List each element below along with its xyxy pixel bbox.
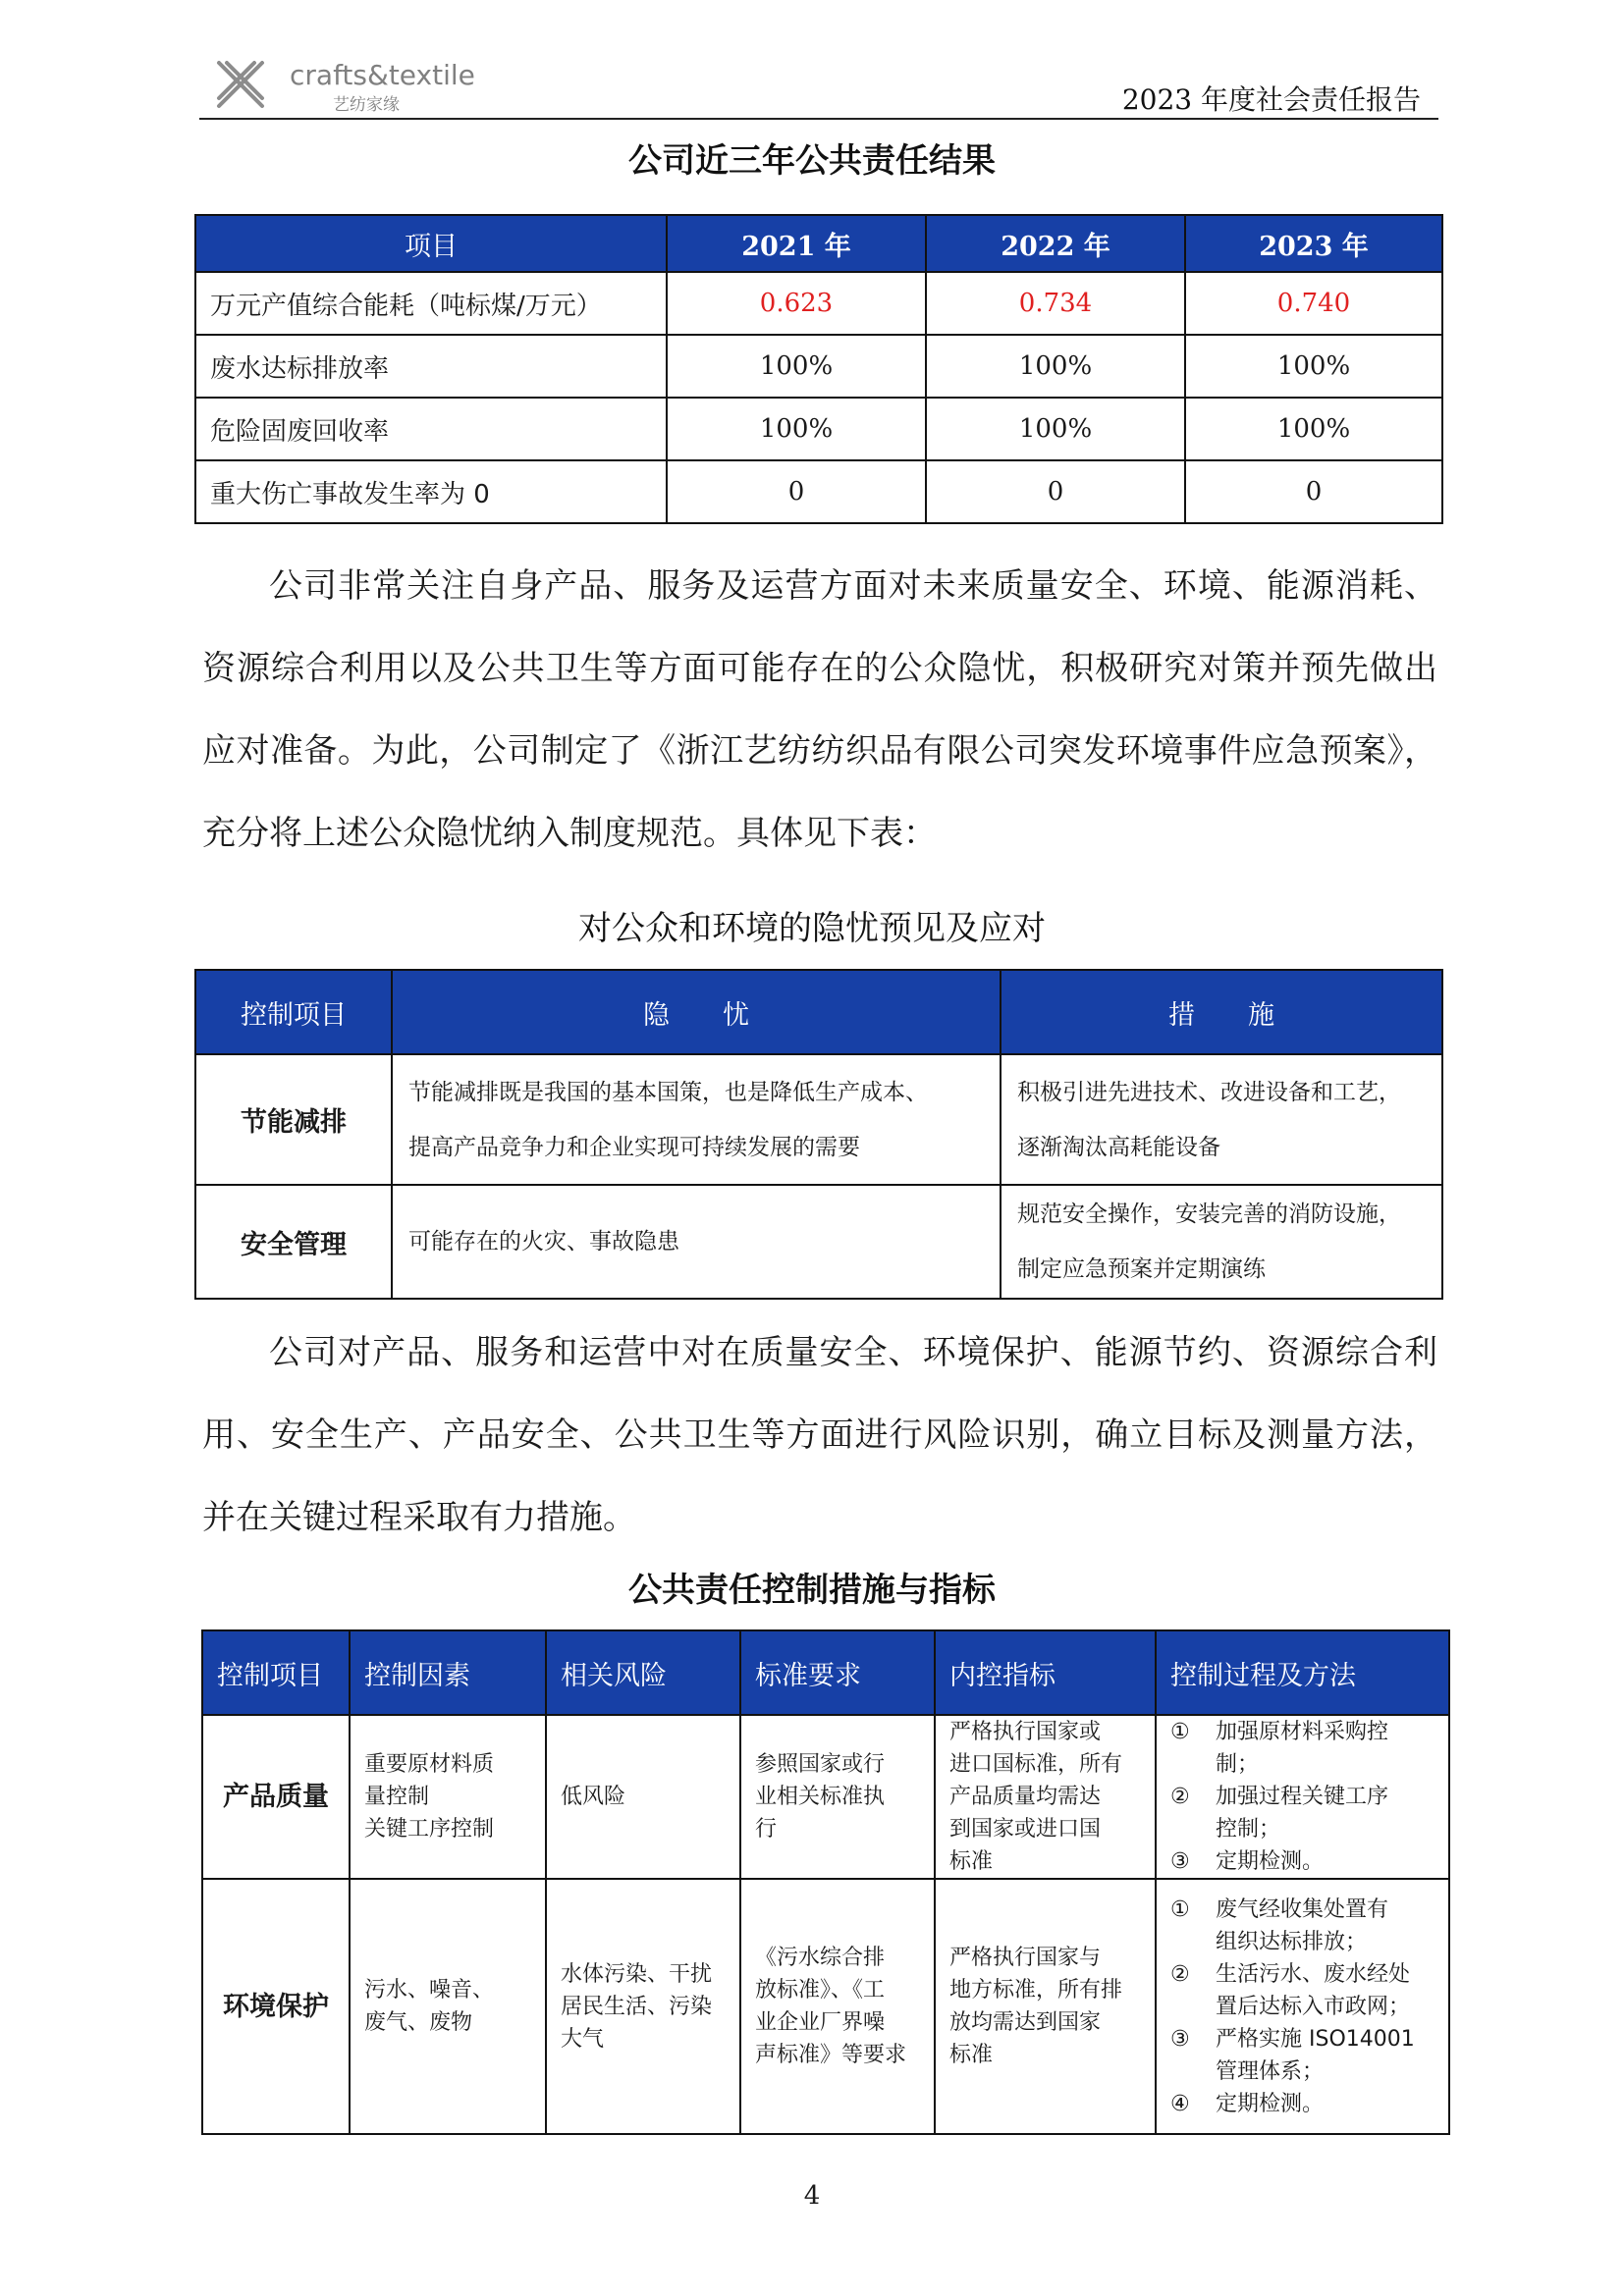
measure-line: 积极引进先进技术、改进设备和工艺， bbox=[1017, 1079, 1401, 1105]
cell-line: 严格实施 ISO14001 bbox=[1216, 2026, 1415, 2052]
column-header: 内控指标 bbox=[935, 1630, 1156, 1715]
table-row bbox=[195, 335, 1442, 398]
section3-title: 公共责任控制措施与指标 bbox=[628, 1571, 996, 1610]
row-label: 环境保护 bbox=[202, 1879, 350, 2134]
paragraph-risk-identification bbox=[202, 1311, 1437, 1559]
column-header: 控制过程及方法 bbox=[1156, 1630, 1449, 1715]
item-number: ② bbox=[1170, 1961, 1190, 1987]
table-cell: 0.623 bbox=[667, 272, 926, 335]
column-header: 2023 年 bbox=[1185, 215, 1442, 272]
table-cell: 100% bbox=[1185, 398, 1442, 460]
table-row bbox=[202, 1715, 1449, 1879]
logo-text-cn: 艺纺家缘 bbox=[333, 95, 400, 115]
row-label: 危险固废回收率 bbox=[195, 398, 667, 460]
cell-line: 关键工序控制 bbox=[364, 1817, 495, 1842]
cell-line: 定期检测。 bbox=[1216, 2091, 1325, 2116]
table-row bbox=[195, 398, 1442, 460]
cell-line: 管理体系； bbox=[1216, 2058, 1325, 2084]
cell-line: 严格执行国家与 bbox=[949, 1946, 1102, 1970]
concern-line: 可能存在的火灾、事故隐患 bbox=[408, 1229, 679, 1255]
table-row bbox=[195, 272, 1442, 335]
public-responsibility-results-table bbox=[194, 214, 1443, 524]
control-measures-table bbox=[201, 1629, 1450, 2135]
paragraph-line: 应对准备。为此，公司制定了《浙江艺纺纺织品有限公司突发环境事件应急预案》， bbox=[202, 731, 1437, 771]
cell-line: 居民生活、污染 bbox=[561, 1994, 713, 2019]
cell-line: 重要原材料质 bbox=[364, 1752, 495, 1777]
method-item bbox=[1170, 1716, 1435, 1781]
cell-line: 标准 bbox=[949, 2043, 994, 2067]
concern-cell bbox=[392, 1054, 1001, 1185]
table-cell: 100% bbox=[1185, 335, 1442, 398]
paragraph-line: 公司对产品、服务和运营中对在质量安全、环境保护、能源节约、资源综合利 bbox=[269, 1333, 1437, 1372]
column-header: 隐 忧 bbox=[392, 970, 1001, 1054]
table-row bbox=[195, 460, 1442, 523]
cell-line: 加强过程关键工序 bbox=[1216, 1785, 1389, 1809]
item-number: ③ bbox=[1170, 1849, 1190, 1874]
factors-cell bbox=[350, 1715, 546, 1879]
table-cell: 100% bbox=[926, 398, 1185, 460]
concern-line: 节能减排既是我国的基本国策，也是降低生产成本、 bbox=[408, 1079, 928, 1105]
method-item bbox=[1170, 1958, 1435, 2023]
table-cell: 100% bbox=[667, 335, 926, 398]
column-header: 控制项目 bbox=[195, 970, 392, 1054]
cell-line: 地方标准，所有排 bbox=[949, 1978, 1123, 2002]
cell-line: 声标准》等要求 bbox=[755, 2043, 907, 2067]
table-cell: 0 bbox=[926, 460, 1185, 523]
measure-line: 规范安全操作，安装完善的消防设施， bbox=[1017, 1201, 1401, 1227]
cell-line: 控制； bbox=[1216, 1817, 1281, 1842]
risk-cell bbox=[546, 1879, 740, 2134]
section2-title: 对公众和环境的隐忧预见及应对 bbox=[578, 909, 1046, 948]
item-number: ② bbox=[1170, 1785, 1190, 1809]
cell-line: 放均需达到国家 bbox=[949, 2010, 1102, 2035]
cell-line: 制； bbox=[1216, 1752, 1260, 1777]
method-item bbox=[1170, 1781, 1435, 1845]
cell-line: 废气经收集处置有 bbox=[1216, 1896, 1389, 1922]
indicator-cell bbox=[935, 1879, 1156, 2134]
cell-line: 标准 bbox=[949, 1849, 994, 1874]
logo-mark-icon bbox=[213, 59, 268, 110]
method-item bbox=[1170, 1845, 1435, 1878]
cell-line: 定期检测。 bbox=[1216, 1849, 1325, 1874]
cell-line: 低风险 bbox=[561, 1785, 626, 1809]
column-header: 控制项目 bbox=[202, 1630, 350, 1715]
cell-line: 到国家或进口国 bbox=[949, 1817, 1102, 1842]
indicator-cell bbox=[935, 1715, 1156, 1879]
paragraph-line: 用、安全生产、产品安全、公共卫生等方面进行风险识别，确立目标及测量方法， bbox=[202, 1415, 1437, 1455]
paragraph-line: 充分将上述公众隐忧纳入制度规范。具体见下表： bbox=[202, 814, 937, 853]
method-item bbox=[1170, 2088, 1435, 2120]
table-cell: 0 bbox=[667, 460, 926, 523]
page-header bbox=[199, 49, 1438, 120]
concerns-and-responses-table bbox=[194, 969, 1443, 1300]
logo-text-en: crafts&textile bbox=[290, 59, 475, 91]
table-cell: 0.734 bbox=[926, 272, 1185, 335]
risk-cell bbox=[546, 1715, 740, 1879]
concern-line: 提高产品竞争力和企业实现可持续发展的需要 bbox=[408, 1134, 860, 1160]
column-header: 2022 年 bbox=[926, 215, 1185, 272]
column-header: 相关风险 bbox=[546, 1630, 740, 1715]
paragraph-line: 公司非常关注自身产品、服务及运营方面对未来质量安全、环境、能源消耗、 bbox=[269, 566, 1437, 606]
row-label: 安全管理 bbox=[195, 1185, 392, 1299]
table-cell: 100% bbox=[667, 398, 926, 460]
method-item bbox=[1170, 1894, 1435, 1958]
table-row bbox=[202, 1879, 1449, 2134]
table-header-row bbox=[195, 970, 1442, 1054]
method-item bbox=[1170, 2023, 1435, 2088]
cell-line: 进口国标准，所有 bbox=[949, 1752, 1123, 1777]
standard-cell bbox=[740, 1879, 935, 2134]
methods-cell bbox=[1156, 1715, 1449, 1879]
table-row bbox=[195, 1054, 1442, 1185]
column-header: 措 施 bbox=[1001, 970, 1442, 1054]
company-logo bbox=[213, 57, 567, 115]
cell-line: 放标准》、《工 bbox=[755, 1978, 886, 2002]
row-label: 重大伤亡事故发生率为 0 bbox=[195, 460, 667, 523]
table-cell: 0.740 bbox=[1185, 272, 1442, 335]
item-number: ④ bbox=[1170, 2091, 1190, 2116]
cell-line: 参照国家或行 bbox=[755, 1752, 886, 1777]
cell-line: 严格执行国家或 bbox=[949, 1720, 1102, 1744]
factors-cell bbox=[350, 1879, 546, 2134]
measure-cell bbox=[1001, 1185, 1442, 1299]
cell-line: 《污水综合排 bbox=[755, 1946, 886, 1970]
cell-line: 水体污染、干扰 bbox=[561, 1961, 713, 1987]
cell-line: 加强原材料采购控 bbox=[1216, 1720, 1389, 1744]
measure-cell bbox=[1001, 1054, 1442, 1185]
column-header: 2021 年 bbox=[667, 215, 926, 272]
table-header-row bbox=[195, 215, 1442, 272]
column-header: 项目 bbox=[195, 215, 667, 272]
item-number: ① bbox=[1170, 1720, 1190, 1744]
paragraph-public-concerns bbox=[202, 545, 1437, 875]
item-number: ① bbox=[1170, 1896, 1190, 1922]
cell-line: 组织达标排放； bbox=[1216, 1929, 1368, 1954]
cell-line: 业企业厂界噪 bbox=[755, 2010, 886, 2035]
section1-title: 公司近三年公共责任结果 bbox=[628, 141, 996, 181]
cell-line: 产品质量均需达 bbox=[949, 1785, 1102, 1809]
row-label: 万元产值综合能耗（吨标煤/万元） bbox=[195, 272, 667, 335]
row-label: 节能减排 bbox=[195, 1054, 392, 1185]
cell-line: 污水、噪音、 bbox=[364, 1978, 495, 2002]
cell-line: 生活污水、废水经处 bbox=[1216, 1961, 1411, 1987]
row-label: 废水达标排放率 bbox=[195, 335, 667, 398]
column-header: 标准要求 bbox=[740, 1630, 935, 1715]
row-label: 产品质量 bbox=[202, 1715, 350, 1879]
table-header-row bbox=[202, 1630, 1449, 1715]
cell-line: 业相关标准执 bbox=[755, 1785, 886, 1809]
methods-cell bbox=[1156, 1879, 1449, 2134]
cell-line: 大气 bbox=[561, 2026, 605, 2052]
cell-line: 废气、废物 bbox=[364, 2010, 473, 2035]
paragraph-line: 并在关键过程采取有力措施。 bbox=[202, 1498, 636, 1537]
item-number: ③ bbox=[1170, 2026, 1190, 2052]
measure-line: 逐渐淘汰高耗能设备 bbox=[1017, 1134, 1220, 1160]
paragraph-line: 资源综合利用以及公共卫生等方面可能存在的公众隐忧，积极研究对策并预先做出 bbox=[202, 649, 1437, 688]
standard-cell bbox=[740, 1715, 935, 1879]
table-cell: 100% bbox=[926, 335, 1185, 398]
page-number: 4 bbox=[803, 2181, 821, 2211]
table-cell: 0 bbox=[1185, 460, 1442, 523]
table-row bbox=[195, 1185, 1442, 1299]
measure-line: 制定应急预案并定期演练 bbox=[1017, 1256, 1266, 1282]
concern-cell bbox=[392, 1185, 1001, 1299]
column-header: 控制因素 bbox=[350, 1630, 546, 1715]
cell-line: 量控制 bbox=[364, 1785, 430, 1809]
report-title: 2023 年度社会责任报告 bbox=[1121, 83, 1421, 116]
cell-line: 行 bbox=[755, 1817, 778, 1842]
cell-line: 置后达标入市政网； bbox=[1216, 1994, 1411, 2019]
